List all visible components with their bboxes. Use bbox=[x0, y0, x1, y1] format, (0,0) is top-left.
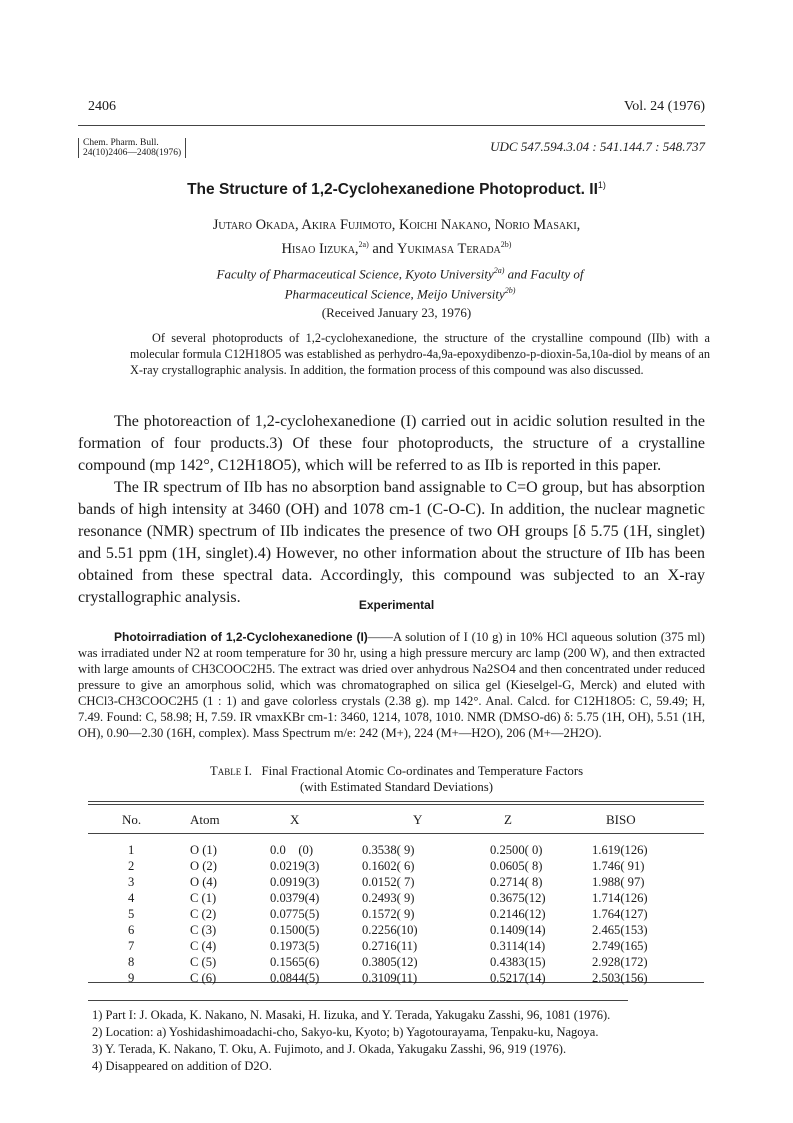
table-cell: 1.746( 91) bbox=[592, 859, 645, 873]
table-cell: 3 bbox=[128, 875, 135, 889]
footnote-4: 4) Disappeared on addition of D2O. bbox=[92, 1059, 272, 1073]
footnote-2: 2) Location: a) Yoshidashimoadachi-cho, Sakyo-ku, Kyoto; b) Yagotourayama, Tenpaku-ku, Nagoya. bbox=[92, 1025, 599, 1039]
table-cell: 0.1602( 6) bbox=[362, 859, 415, 873]
table-top-rule bbox=[88, 801, 704, 802]
table-row bbox=[88, 875, 704, 891]
table-cell: C (2) bbox=[190, 907, 217, 921]
table-cell: 1.714(126) bbox=[592, 891, 648, 905]
table-cell: O (1) bbox=[190, 843, 217, 857]
table-cell: 2 bbox=[128, 859, 135, 873]
table-cell: 4 bbox=[128, 891, 135, 905]
table-row bbox=[88, 939, 704, 955]
table-cell: 0.2500( 0) bbox=[490, 843, 543, 857]
table-cell: 0.3538( 9) bbox=[362, 843, 415, 857]
table-cell: 0.3805(12) bbox=[362, 955, 418, 969]
table-cell: C (5) bbox=[190, 955, 217, 969]
table-cell: 2.928(172) bbox=[592, 955, 648, 969]
affiliation-kyoto: Faculty of Pharmaceutical Science, Kyoto University bbox=[216, 266, 494, 282]
table-cell: 0.3675(12) bbox=[490, 891, 546, 905]
table-cell: 0.2714( 8) bbox=[490, 875, 543, 889]
author-mark-b: 2b) bbox=[500, 240, 512, 249]
table-cell: 7 bbox=[128, 939, 135, 953]
table-cell: C (3) bbox=[190, 923, 217, 937]
introduction bbox=[78, 411, 705, 609]
table-cell: 0.1565(6) bbox=[270, 955, 320, 969]
table-row bbox=[88, 891, 704, 907]
paper-title bbox=[0, 180, 793, 199]
table-cell: 2.749(165) bbox=[592, 939, 648, 953]
table-cell: 1 bbox=[128, 843, 135, 857]
table-cell: 0.0219(3) bbox=[270, 859, 320, 873]
table-cell: 1.619(126) bbox=[592, 843, 648, 857]
author-and: and bbox=[368, 240, 397, 257]
received-date: (Received January 23, 1976) bbox=[321, 305, 472, 320]
table-cell: 0.0844(5) bbox=[270, 971, 320, 985]
table-cell: 0.3109(11) bbox=[362, 971, 418, 985]
table-cell: 0.2256(10) bbox=[362, 923, 418, 937]
experimental-lead: Photoirradiation of 1,2-Cyclohexanedione (I) bbox=[114, 630, 368, 644]
affiliation-mark-b: 2b) bbox=[504, 286, 516, 296]
affiliation bbox=[150, 262, 650, 303]
title-footnote-mark: 1) bbox=[597, 180, 606, 190]
footnotes bbox=[92, 1007, 712, 1075]
table-cell: 0.2493( 9) bbox=[362, 891, 415, 905]
experimental-text: ——A solution of I (10 g) in 10% HCl aqueous solution (375 ml) was irradiated under N2 at room temperature for 30 hr, using a high pressure mercury arc lamp (200 W), and then extracted with large amounts of CH3COOC2H5. The extract was dried over anhydrous Na2SO4 and then concentrated under reduced pressure to give an amorphous solid, which was chromatographed on silica gel (Kieselgel-G, Merck) and eluted with CHCl3-CH3COOC2H5 (1 : 1) and gave colorless crystals (2.38 g). mp 142°. Anal. Calcd. for C12H18O5: C, 59.49; H, 7.49. Found: C, 58.98; H, 7.59. IR νmaxKBr cm-1: 3460, 1214, 1078, 1010. NMR (DMSO-d6) δ: 5.75 (1H, OH), 5.51 (1H, OH), 0.90—2.30 (16H, complex). Mass Spectrum m/e: 242 (M+), 224 (M+—H2O), 206 (M+—2H2O). bbox=[78, 630, 705, 740]
authors-line-1: Jutaro Okada, Akira Fujimoto, Koichi Nakano, Norio Masaki, bbox=[212, 217, 581, 233]
author-list bbox=[0, 215, 793, 259]
page-number: 2406 bbox=[88, 99, 116, 114]
table-row bbox=[88, 955, 704, 971]
table-cell: 0.4383(15) bbox=[490, 955, 546, 969]
table-cell: 0.2146(12) bbox=[490, 907, 546, 921]
intro-paragraph-1: The photoreaction of 1,2-cyclohexanedione (I) carried out in acidic solution resulted in the formation of four products.3) Of these four photoproducts, the structure of a crystalline compound (mp 142°, C12H18O5), which will be referred to as IIb is reported in this paper. bbox=[78, 413, 705, 474]
table-row bbox=[88, 971, 704, 987]
table-cell: 2.465(153) bbox=[592, 923, 648, 937]
footnote-1: 1) Part I: J. Okada, K. Nakano, N. Masaki, H. Iizuka, and Y. Terada, Yakugaku Zasshi, 96, 1081 (1976). bbox=[92, 1008, 611, 1022]
experimental-section bbox=[78, 629, 705, 741]
author-mark-a: 2a) bbox=[358, 240, 369, 249]
footnote-rule bbox=[88, 1000, 628, 1001]
table-label: Table I. bbox=[209, 764, 252, 778]
table-cell: 0.5217(14) bbox=[490, 971, 546, 985]
table-cell: 0.0775(5) bbox=[270, 907, 320, 921]
udc-code: UDC 547.594.3.04 : 541.144.7 : 548.737 bbox=[490, 139, 705, 154]
table-cell: O (4) bbox=[190, 875, 217, 889]
table-cell: 0.2716(11) bbox=[362, 939, 418, 953]
table-cell: 0.0152( 7) bbox=[362, 875, 415, 889]
table-cell: 0.0605( 8) bbox=[490, 859, 543, 873]
table-cell: 9 bbox=[128, 971, 135, 985]
table-cell: 1.764(127) bbox=[592, 907, 648, 921]
citation-line-1: Chem. Pharm. Bull. bbox=[83, 138, 159, 148]
table-cell: 8 bbox=[128, 955, 135, 969]
col-header-atom: Atom bbox=[190, 812, 220, 827]
table-cell: C (1) bbox=[190, 891, 217, 905]
table-row bbox=[88, 907, 704, 923]
journal-citation bbox=[78, 138, 186, 158]
title-text: The Structure of 1,2-Cyclohexanedione Photoproduct. II bbox=[187, 181, 598, 199]
volume-label: Vol. 24 (1976) bbox=[623, 99, 705, 114]
table-cell: 0.0919(3) bbox=[270, 875, 320, 889]
table-cell: 0.3114(14) bbox=[490, 939, 546, 953]
table-cell: 0.1572( 9) bbox=[362, 907, 415, 921]
table-cell: 0.1409(14) bbox=[490, 923, 546, 937]
authors-line-2 bbox=[0, 235, 793, 259]
table-cell: 1.988( 97) bbox=[592, 875, 645, 889]
affiliation-meijo: Pharmaceutical Science, Meijo University bbox=[284, 286, 505, 302]
table-caption-line-2: (with Estimated Standard Deviations) bbox=[300, 780, 493, 794]
table-cell: C (6) bbox=[190, 971, 217, 985]
col-header-biso: BISO bbox=[606, 812, 636, 827]
table-top-rule-2 bbox=[88, 804, 704, 805]
table-caption-line-1 bbox=[0, 763, 793, 779]
abstract-text: Of several photoproducts of 1,2-cyclohexanedione, the structure of the crystalline compound (IIb) with a molecular formula C12H18O5 was established as perhydro-4a,9a-epoxydibenzo-p-dioxin-5a,10a-diol by means of an X-ray crystallographic analysis. In addition, the formation process of this compound was also discussed. bbox=[130, 331, 710, 377]
table-caption bbox=[0, 763, 793, 795]
table-cell: 0.0 (0) bbox=[270, 843, 314, 857]
table-cell: C (4) bbox=[190, 939, 217, 953]
col-header-no: No. bbox=[122, 812, 142, 827]
abstract bbox=[130, 330, 710, 378]
author-iizuka: Hisao Iizuka, bbox=[281, 240, 359, 257]
author-terada: Yukimasa Terada bbox=[396, 240, 501, 257]
table-cell: 0.1500(5) bbox=[270, 923, 320, 937]
header-rule bbox=[78, 125, 705, 126]
table-row bbox=[88, 923, 704, 939]
citation-line-2: 24(10)2406—2408(1976) bbox=[83, 148, 182, 158]
table-row bbox=[88, 859, 704, 875]
col-header-x: X bbox=[290, 812, 300, 827]
table-cell: 6 bbox=[128, 923, 135, 937]
experimental-heading: Experimental bbox=[358, 598, 435, 612]
table-cell: 0.1973(5) bbox=[270, 939, 320, 953]
col-header-z: Z bbox=[504, 812, 512, 827]
table-row bbox=[88, 843, 704, 859]
table-cell: 0.0379(4) bbox=[270, 891, 320, 905]
table-cell: O (2) bbox=[190, 859, 217, 873]
affiliation-mark-a: 2a) bbox=[493, 266, 505, 275]
table-caption-text: Final Fractional Atomic Co-ordinates and Temperature Factors bbox=[261, 764, 584, 778]
col-header-y: Y bbox=[413, 812, 423, 827]
affiliation-and: and Faculty of bbox=[504, 266, 584, 282]
table-cell: 2.503(156) bbox=[592, 971, 648, 985]
table-cell: 5 bbox=[128, 907, 135, 921]
footnote-3: 3) Y. Terada, K. Nakano, T. Oku, A. Fujimoto, and J. Okada, Yakugaku Zasshi, 96, 919 (1976). bbox=[92, 1042, 567, 1056]
intro-paragraph-2: The IR spectrum of IIb has no absorption band assignable to C=O group, but has absorption bands of high intensity at 3460 (OH) and 1078 cm-1 (C-O-C). In addition, the nuclear magnetic resonance (NMR) spectrum of IIb indicates the presence of two OH groups [δ 5.75 (1H, singlet) and 5.51 ppm (1H, singlet).4) However, no other information about the structure of IIb has been obtained from these spectral data. Accordingly, this compound was subjected to an X-ray crystallographic analysis. bbox=[78, 479, 705, 606]
table-header-rule bbox=[88, 833, 704, 834]
